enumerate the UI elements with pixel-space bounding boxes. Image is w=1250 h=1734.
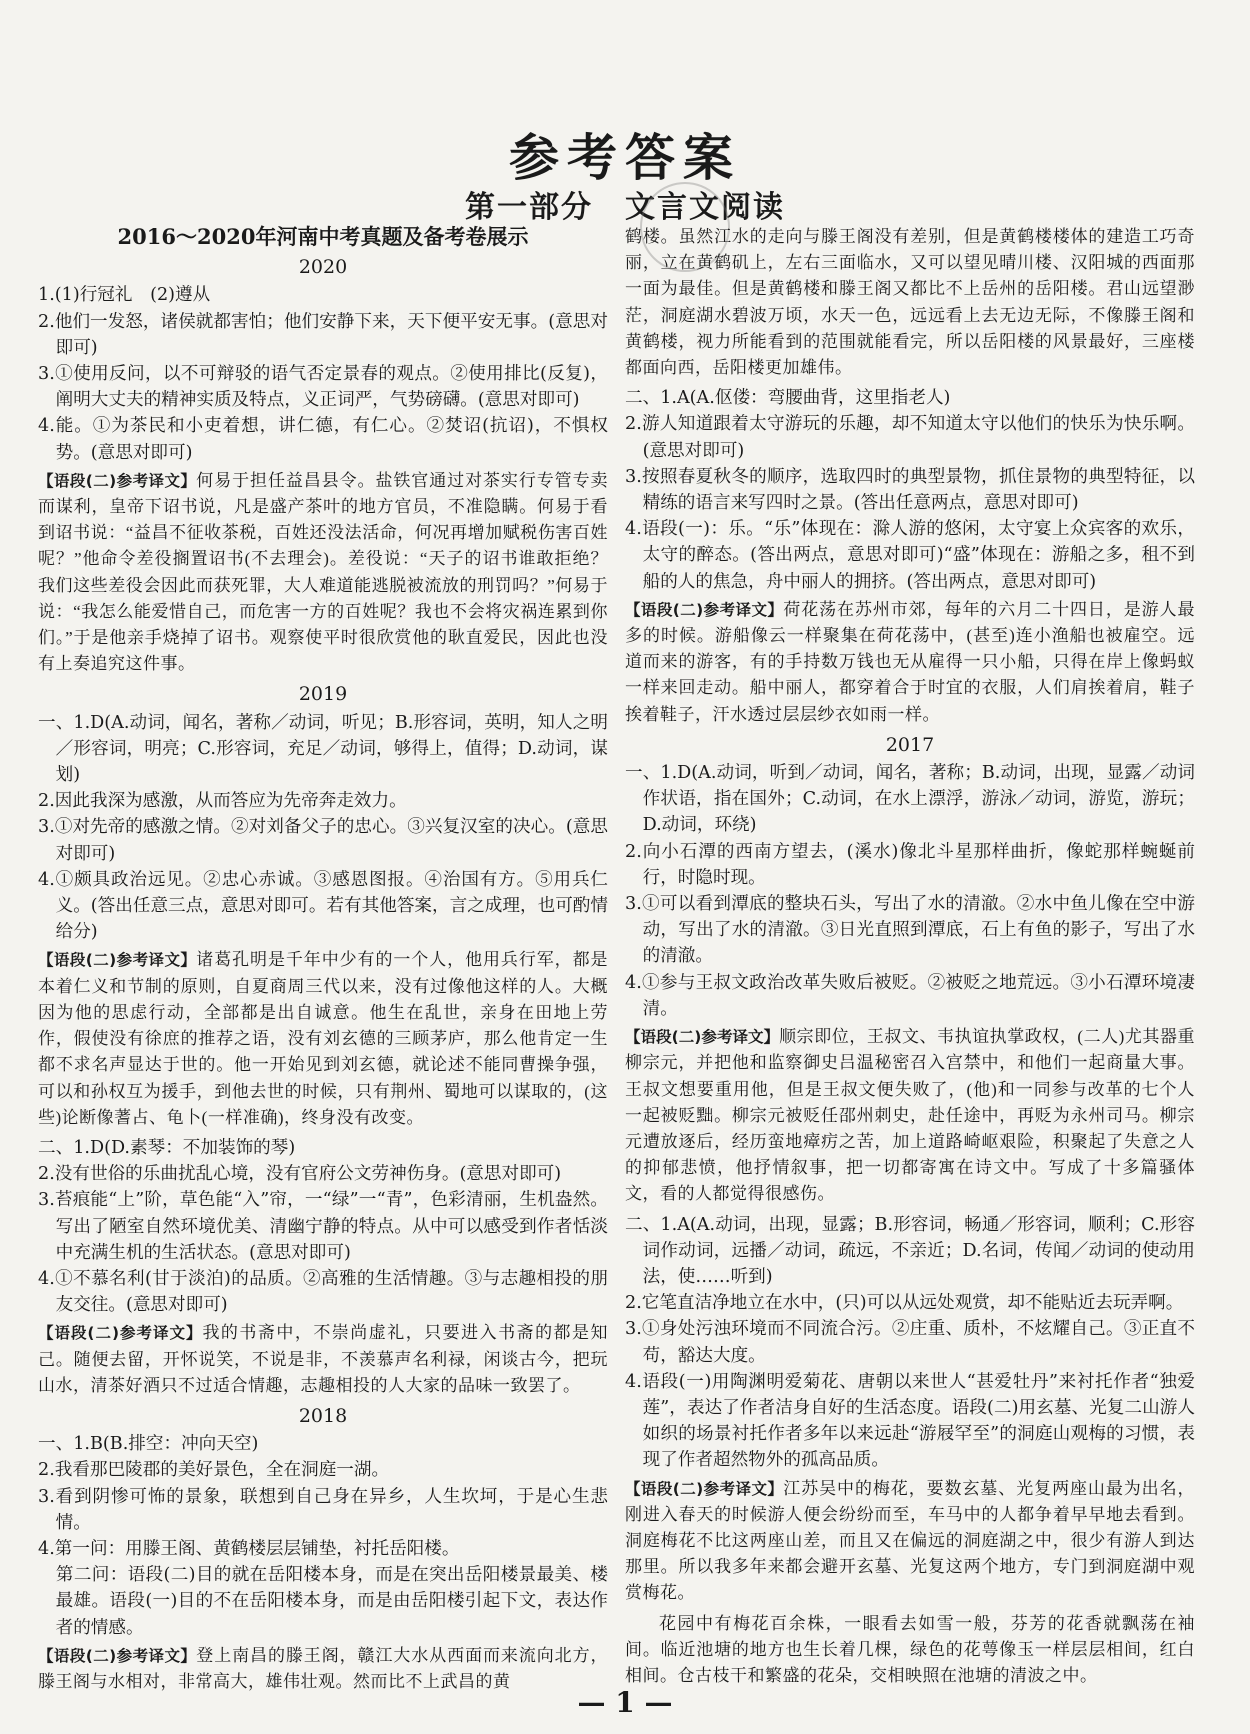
year-2020: 2020: [298, 256, 348, 279]
answer-item: 一、1.D(A.动词，闻名，著称／动词，听见；B.形容词，英明，知人之明／形容词，明亮；C.形容词，充足／动词，够得上，值得；D.动词，谋划): [38, 712, 608, 786]
answer-item: 4.①颇具政治远见。②忠心赤诚。③感恩图报。④治国有方。⑤用兵仁义。(答出任意三点，意思对即可。若有其他答案，言之成理，也可酌情给分): [38, 869, 608, 943]
left-column: [38, 222, 608, 1699]
translation: [625, 1476, 1195, 1607]
translation-tag: 【语段(二)参考译文】: [38, 951, 197, 970]
translation-text: 我的书斋中，不崇尚虚礼，只要进入书斋的都是知己。随便去留，开怀说笑，不说是非，不羡慕声名利禄，闲谈古今，把玩山水，清茶好酒只不过适合情趣，志趣相投的人大家的品味一致罢了。: [38, 1323, 609, 1395]
answer-item: 2.向小石潭的西南方望去，(溪水)像北斗星那样曲折，像蛇那样蜿蜒前行，时隐时现。: [625, 841, 1195, 888]
answer-item: 3.①身处污浊环境而不同流合污。②庄重、质朴，不炫耀自己。③正直不苟，豁达大度。: [625, 1319, 1195, 1366]
translation-tag: 【语段(二)参考译文】: [625, 1479, 784, 1498]
answer-item: 2.我看那巴陵郡的美好景色，全在洞庭一湖。: [38, 1460, 390, 1481]
translation-paragraph: 花园中有梅花百余株，一眼看去如雪一般，芬芳的花香就飘荡在袖间。临近池塘的地方也生长着几棵，绿色的花萼像玉一样层层相间，红白相间。仓古枝干和繁盛的花朵，交相映照在池塘的清波之中。: [625, 1613, 1195, 1685]
translation: [38, 1320, 608, 1399]
page-number: — 1 —: [577, 1686, 673, 1719]
answer-item: 一、1.D(A.动词，听到／动词，闻名，著称；B.动词，出现，显露／动词作状语，指在国外；C.动词，在水上漂浮，游泳／动词，游览，游玩；D.动词，环绕): [625, 763, 1195, 836]
answer-item: 3.看到阴惨可怖的景象，联想到自己身在异乡，人生坎坷，于是心生悲情。: [38, 1486, 608, 1533]
answer-item: 二、1.A(A.伛偻：弯腰曲背，这里指老人): [625, 388, 951, 409]
answer-item: 2.游人知道跟着太守游玩的乐趣，却不知道太守以他们的快乐为快乐啊。(意思对即可): [625, 414, 1195, 461]
translation-tag: 【语段(二)参考译文】: [625, 600, 784, 619]
year-2019: 2019: [298, 683, 348, 706]
left-heading: 2016～2020年河南中考真题及备考卷展示: [117, 224, 529, 249]
answer-item: 1.(1)行冠礼 (2)遵从: [38, 285, 211, 306]
answer-item: 3.苔痕能“上”阶，草色能“入”帘，一“绿”一“青”，色彩清丽，生机盎然。写出了陋室自然环境优美、清幽宁静的特点。从中可以感受到作者恬淡中充满生机的生活状态。(意思对即可): [38, 1190, 608, 1263]
translation-text: 江苏吴中的梅花，要数玄墓、光复两座山最为出名，刚进入春天的时候游人便会纷纷而至，车马中的人都争着早早地去看到。洞庭梅花不比这两座山差，而且又在偏远的洞庭湖之中，很少有游人到达那里。所以我多年来都会避开玄墓、光复这两个地方，专门到洞庭湖中观赏梅花。: [625, 1478, 1195, 1603]
answer-item: 4.能。①为茶民和小吏着想，讲仁德，有仁心。②焚诏(抗诏)，不惧权势。(意思对即可): [38, 416, 608, 463]
section-title: 第一部分 文言文阅读: [465, 190, 785, 225]
answer-item: 二、1.D(D.素琴：不加装饰的琴): [38, 1137, 296, 1158]
answer-item: 4.①参与王叔文政治改革失败后被贬。②被贬之地荒远。③小石潭环境凄清。: [625, 972, 1195, 1019]
answer-item: 3.①使用反问，以不可辩驳的语气否定景春的观点。②使用排比(反复)，阐明大丈夫的精神实质及特点，义正词严，气势磅礴。(意思对即可): [38, 364, 608, 411]
translation-tag: 【语段(二)参考译文】: [38, 1324, 203, 1343]
translation: [38, 947, 608, 1130]
page-title: 参考答案: [509, 128, 741, 187]
answer-item: 4.①不慕名利(甘于淡泊)的品质。②高雅的生活情趣。③与志趣相投的朋友交往。(意思对即可): [38, 1268, 608, 1316]
translation-tag: 【语段(二)参考译文】: [38, 471, 197, 490]
year-2018: 2018: [298, 1404, 348, 1427]
answer-item: 第二问：语段(二)目的就在岳阳楼本身，而是在突出岳阳楼景最美、楼最雄。语段(一)目的不在岳阳楼本身，而是由岳阳楼引起下文，表达作者的情感。: [38, 1565, 608, 1638]
answer-item: 4.第一问：用滕王阁、黄鹤楼层层铺垫，衬托岳阳楼。: [38, 1538, 460, 1559]
translation: [625, 597, 1195, 728]
year-2017: 2017: [885, 733, 935, 756]
translation-tag: 【语段(二)参考译文】: [38, 1646, 197, 1665]
translation-text: 诸葛孔明是千年中少有的一个人，他用兵行军，都是本着仁义和节制的原则，自夏商周三代以来，没有过像他这样的人。大概因为他的思虑行动，全部都是出自诚意。他生在乱世，亲身在田地上劳作，假使没有徐庶的推荐之语，没有刘玄德的三顾茅庐，那么他肯定一生都不求名声显达于世的。他一开始见到刘玄德，就论述不能同曹操争强，可以和孙权互为援手，到他去世的时候，只有荆州、蜀地可以谋取的，(这些)论断像蓍占、龟卜(一样准确)，终身没有改变。: [38, 950, 608, 1127]
translation: [38, 468, 608, 678]
translation-text: 荷花荡在苏州市郊，每年的六月二十四日，是游人最多的时候。游船像云一样聚集在荷花荡中，(甚至)连小渔船也被雇空。远道而来的游客，有的手持数万钱也无从雇得一只小船，只得在岸上像蚂蚁一样来回走动。船中丽人，都穿着合于时宜的衣服，人们肩挨着肩，鞋子挨着鞋子，汗水透过层层纱衣如雨一样。: [625, 599, 1195, 724]
answer-item: 4.语段(一)用陶渊明爱菊花、唐朝以来世人“甚爱牡丹”来衬托作者“独爱莲”，表达了作者洁身自好的生活态度。语段(二)用玄墓、光复二山游人如织的场景衬托作者多年以来远赴“游屐罕至”的洞庭山观梅的习惯，表现了作者超然物外的孤高品质。: [625, 1371, 1195, 1471]
answer-item: 3.按照春夏秋冬的顺序，选取四时的典型景物，抓住景物的典型特征，以精练的语言来写四时之景。(答出任意两点，意思对即可): [625, 466, 1195, 514]
answer-item: 二、1.A(A.动词，出现，显露；B.形容词，畅通／形容词，顺利；C.形容词作动词，远播／动词，疏远，不亲近；D.名词，传闻／动词的使动用法，使……听到): [625, 1214, 1195, 1287]
answer-item: 2.没有世俗的乐曲扰乱心境，没有官府公文劳神伤身。(意思对即可): [38, 1164, 562, 1185]
answer-item: 3.①可以看到潭底的整块石头，写出了水的清澈。②水中鱼儿像在空中游动，写出了水的清澈。③日光直照到潭底，石上有鱼的影子，写出了水的清澈。: [625, 894, 1195, 967]
answer-item: 2.它笔直洁净地立在水中，(只)可以从远处观赏，却不能贴近去玩弄啊。: [625, 1293, 1184, 1314]
translation: [625, 1024, 1195, 1207]
translation-text: 顺宗即位，王叔文、韦执谊执掌政权，(二人)尤其器重柳宗元，并把他和监察御史吕温秘密召入宫禁中，和他们一起商量大事。王叔文想要重用他，但是王叔文便失败了，(他)和一同参与改革的七个人一起被贬黜。柳宗元被贬任邵州刺史，赴任途中，再贬为永州司马。柳宗元遭放逐后，经历蛮地瘴疠之苦，加上道路崎岖艰险，积聚起了失意之人的抑郁悲愤，他抒情叙事，把一切都寄寓在诗文中。写成了十多篇骚体文，看的人都觉得很感伤。: [625, 1027, 1195, 1204]
translation-continued: 鹤楼。虽然江水的走向与滕王阁没有差别，但是黄鹤楼楼体的建造工巧奇丽，立在黄鹤矶上，左右三面临水，又可以望见晴川楼、汉阳城的西面那一面为最佳。但是黄鹤楼和滕王阁又都比不上岳州的岳阳楼。君山远望渺茫，洞庭湖水碧波万顷，水天一色，远远看上去无边无际，不像滕王阁和黄鹤楼，视力所能看到的范围就能看完，所以岳阳楼的风景最好，三座楼都面向西，岳阳楼更加雄伟。: [625, 227, 1195, 378]
translation-text: 登上南昌的滕王阁，赣江大水从西面而来流向北方，滕王阁与水相对，非常高大，雄伟壮观。然而比不上武昌的黄: [38, 1645, 608, 1691]
right-column: [625, 224, 1195, 1689]
answer-item: 4.语段(一)：乐。“乐”体现在：滁人游的悠闲，太守宴上众宾客的欢乐，太守的醉态。(答出两点，意思对即可)“盛”体现在：游船之多，租不到船的人的焦急，舟中丽人的拥挤。(答出两点，意思对即可): [625, 519, 1195, 592]
translation-tag: 【语段(二)参考译文】: [625, 1028, 780, 1047]
answer-item: 2.因此我深为感激，从而答应为先帝奔走效力。: [38, 791, 407, 812]
answer-item: 一、1.B(B.排空：冲向天空): [38, 1434, 259, 1455]
answer-item: 3.①对先帝的感激之情。②对刘备父子的忠心。③兴复汉室的决心。(意思对即可): [38, 817, 608, 864]
answer-item: 2.他们一发怒，诸侯就都害怕；他们安静下来，天下便平安无事。(意思对即可): [38, 311, 608, 358]
translation-text: 何易于担任益昌县令。盐铁官通过对茶实行专管专卖而谋利，皇帝下诏书说，凡是盛产茶叶的地方官员，不准隐瞒。何易于看到诏书说：“益昌不征收茶税，百姓还没法活命，何况再增加赋税伤害百姓呢？”他命令差役搁置诏书(不去理会)。差役说：“天子的诏书谁敢拒绝？我们这些差役会因此而获死罪，大人难道能逃脱被流放的刑罚吗？”何易于说：“我怎么能爱惜自己，而危害一方的百姓呢？我也不会将灾祸连累到你们。”于是他亲手烧掉了诏书。观察使平时很欣赏他的耿直爱民，因此也没有上奏追究这件事。: [38, 470, 608, 674]
